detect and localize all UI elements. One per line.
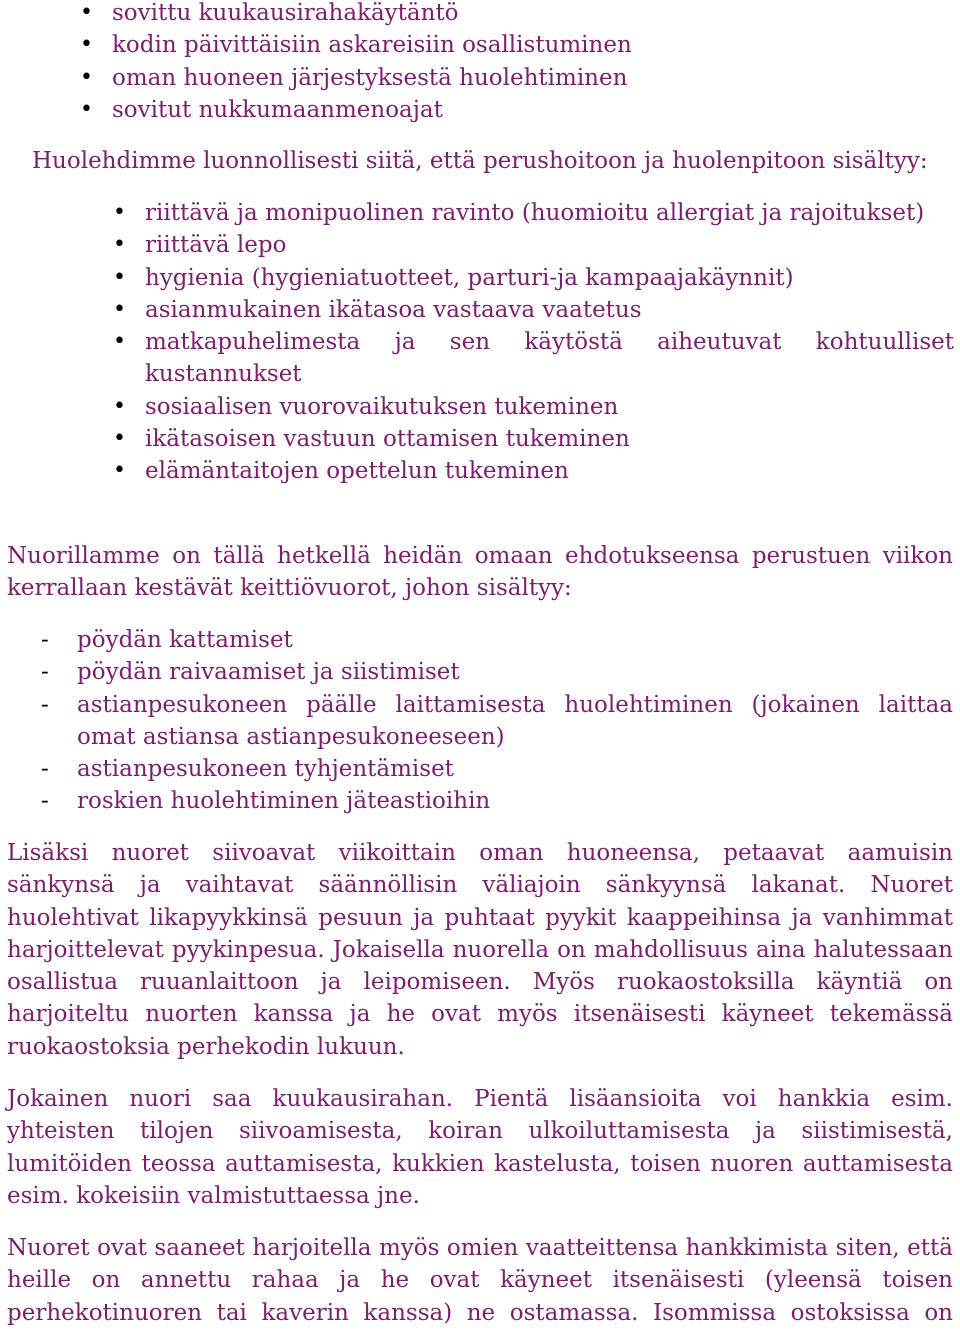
list-item-text: pöydän raivaamiset ja siistimiset [77,659,460,686]
list-item [113,391,954,423]
bullet-icon: • [113,458,126,484]
list-item [80,94,932,126]
list-item [113,294,954,326]
bullet-icon: • [80,64,93,90]
list-item-text: riittävä ja monipuolinen ravinto (huomioitu allergiat ja rajoitukset) [145,200,925,226]
bullet-icon: • [113,296,126,322]
list-item-text: riittävä lepo [145,232,287,259]
kitchen-duty-list [41,624,953,818]
list-item-text: sosiaalisen vuorovaikutuksen tukeminen [145,393,619,420]
bullet-icon: • [113,393,126,419]
dash-marker: - [41,659,49,686]
list-item-text: hygienia (hygieniatuotteet, parturi-ja kampaajakäynnit) [145,264,794,291]
list-item [80,0,932,29]
list-item-text: ikätasoisen vastuun ottamisen tukeminen [145,426,630,453]
list-item-text: kodin päivittäisiin askareisiin osallistuminen [112,32,632,59]
bullet-icon: • [80,0,93,25]
dash-marker: - [41,627,49,653]
list-item [113,423,954,455]
list-item-text: asianmukainen ikätasoa vastaava vaatetus [145,296,642,323]
list-item [113,229,954,261]
bullet-icon: • [113,200,126,225]
care-intro-paragraph: Huolehdimme luonnollisesti siitä, että perushoitoon ja huolenpitoon sisältyy: [32,148,928,174]
list-item [41,624,953,656]
list-item [80,62,932,94]
list-item-text: astianpesukoneen päälle laittamisesta huolehtiminen (jokainen laittaa omat astiansa astianpesukoneeseen) [77,691,953,750]
list-item-text: pöydän kattamiset [77,627,293,653]
dash-marker: - [41,756,49,783]
list-item [113,197,954,229]
kitchen-intro-paragraph: Nuorillamme on tällä hetkellä heidän omaan ehdotukseensa perustuen viikon kerrallaan kestävät keittiövuorot, johon sisältyy: [7,543,953,602]
allowance-paragraph: Jokainen nuori saa kuukausirahan. Pientä lisäansioita voi hankkia esim. yhteisten tilojen siivoamisesta, koiran ulkoiluttamisesta ja siistimisestä, lumitöiden teossa auttamisesta, kukkien kastelusta, toisen nuoren auttamisesta esim. kokeisiin valmistuttaessa jne. [7,1086,953,1209]
list-item-text: astianpesukoneen tyhjentämiset [77,756,454,783]
list-item-text: elämäntaitojen opettelun tukeminen [145,458,569,485]
dash-marker: - [41,788,49,815]
bullet-icon: • [113,426,126,452]
list-item-text: sovittu kuukausirahakäytäntö [112,0,459,26]
list-item [113,326,954,391]
bullet-icon: • [113,329,126,355]
bullet-icon: • [80,96,93,122]
list-item [113,262,954,294]
care-list [113,197,954,488]
list-item [113,455,954,487]
clothes-paragraph: Nuoret ovat saaneet harjoitella myös omien vaatteittensa hankkimista siten, että heille on annettu rahaa ja he ovat käyneet itsenäisesti (yleensä toisen perhekotinuoren tai kaverin kanssa) ne ostamassa. Isommissa ostoksissa on [7,1235,953,1326]
list-item-text: matkapuhelimesta ja sen käytöstä aiheutuvat kohtuulliset kustannukset [145,329,954,388]
list-item [41,785,953,817]
list-item-text: sovitut nukkumaanmenoajat [112,96,443,123]
list-item [80,29,932,61]
list-item [41,689,953,754]
dash-marker: - [41,691,49,718]
bullet-icon: • [113,264,126,290]
list-item [41,656,953,688]
chores-paragraph: Lisäksi nuoret siivoavat viikoittain oman huoneensa, petaavat aamuisin sänkynsä ja vaihtavat säännöllisin väliajoin sänkyynsä lakanat. Nuoret huolehtivat likapyykkinsä pesuun ja puhtaat pyykit kaappeihinsa ja vanhimmat harjoittelevat pyykinpesua. Jokaisella nuorella on mahdollisuus aina halutessaan osallistua ruuanlaittoon ja leipomiseen. Myös ruokaostoksilla käyntiä on harjoiteltu nuorten kanssa ja he ovat myös itsenäisesti käyneet tekemässä ruokaostoksia perhekodin lukuun. [7,840,953,1060]
rules-list [80,0,932,126]
bullet-icon: • [80,32,93,58]
list-item-text: roskien huolehtiminen jäteastioihin [77,788,491,815]
bullet-icon: • [113,232,126,258]
list-item [41,753,953,785]
list-item-text: oman huoneen järjestyksestä huolehtiminen [112,64,628,91]
